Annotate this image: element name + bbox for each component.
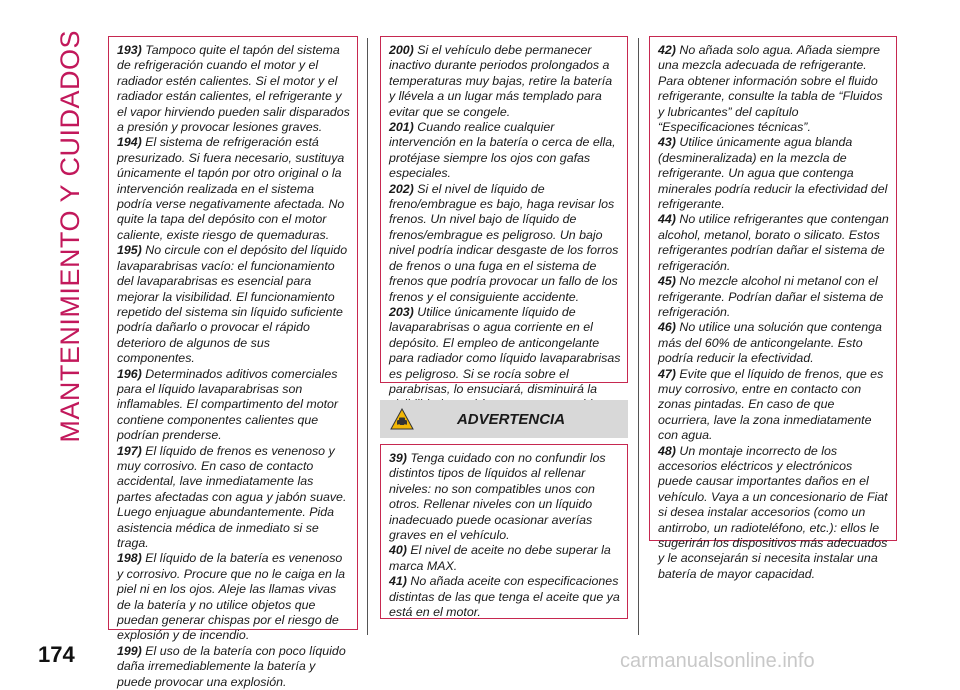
note-item [117,644,351,690]
note-number: 193) [117,43,142,57]
section-title: MANTENIMIENTO Y CUIDADOS [54,30,85,443]
note-text: No añada aceite con especificaciones distintas de las que tenga el aceite que ya está en el motor. [389,574,620,620]
note-item [389,305,621,413]
note-number: 47) [658,366,676,381]
note-text: Tampoco quite el tapón del sistema de refrigeración cuando el motor y el radiador estén calientes. Si el motor y el radiador están calientes, el refrigerante y el vapor hirviendo pueden salir disparados a presión y provocar lesiones graves. [117,43,350,135]
note-item [389,182,621,305]
note-text: Cuando realice cualquier intervención en la batería o cerca de ella, protéjase siempre los ojos con gafas especiales. [389,120,616,181]
note-text: No mezcle alcohol ni metanol con el refrigerante. Podrían dañar el sistema de refrigeración. [658,274,884,319]
note-number: 45) [658,274,676,289]
note-text: No utilice una solución que contenga más del 60% de anticongelante. Esto podría reducir la efectividad. [658,320,882,366]
note-text: Determinados aditivos comerciales para el líquido lavaparabrisas son inflamables. El compartimento del motor contiene componentes calientes que podrían prenderse. [117,366,339,443]
warning-banner [380,400,628,438]
note-number: 198) [117,551,142,566]
note-list [389,43,621,413]
column-divider [367,38,368,635]
note-number: 194) [117,135,142,150]
note-item [117,43,351,135]
warning-box-col2-bottom [380,444,628,619]
note-item [658,367,890,444]
note-item [389,543,621,574]
footer-watermark: carmanualsonline.info [620,650,815,672]
note-item [117,135,351,243]
note-list [117,43,351,690]
note-text: El líquido de la batería es venenoso y corrosivo. Procure que no le caiga en la piel ni en los ojos. Aleje las llamas vivas de la batería y no utilice objetos que puedan generar chispas por el riesgo de explosión y de incendio. [117,551,345,643]
note-item [658,274,890,320]
note-item [658,320,890,366]
warning-title: ADVERTENCIA [456,410,566,428]
note-item [117,551,351,643]
note-text: No circule con el depósito del líquido lavaparabrisas vacío: el funcionamiento del lavaparabrisas es esencial para mejorar la visibilidad. El funcionamiento repetido del sistema sin líquido suficiente podría dañarlo o provocar el rápido deterioro de algunos de sus componentes. [117,243,348,366]
note-number: 43) [658,135,676,150]
note-text: Si el nivel de líquido de freno/embrague es bajo, haga revisar los frenos. Un nivel bajo de líquido de frenos/embrague es peligroso. Un bajo nivel podría indicar desgaste de los forros de frenos o una fuga en el sistema de frenos que podría provocar un fallo de los frenos y el consiguiente accidente. [389,181,619,304]
note-text: El nivel de aceite no debe superar la marca MAX. [389,543,611,573]
note-number: 195) [117,243,142,258]
note-number: 46) [658,320,676,335]
note-text: Un montaje incorrecto de los accesorios eléctricos y electrónicos puede causar importantes daños en el vehículo. Vaya a un concesionario de Fiat si desea instalar accesorios (como un antirrobo, un radioteléfono, etc.): ellos le sugerirán los dispositivos más adecuados y le aconsejarán si necesita instalar una batería de mayor capacidad. [658,443,888,581]
note-number: 199) [117,643,142,658]
note-number: 196) [117,366,142,381]
note-text: El sistema de refrigeración está presurizado. Si fuera necesario, sustituya únicamente el tapón por otro original o la intervención realizada en el sistema podría verse negativamente afectada. No quite la tapa del depósito con el motor caliente, existe riesgo de quemaduras. [117,135,345,242]
note-list [658,43,890,582]
note-item [658,135,890,212]
note-number: 40) [389,543,407,558]
note-item [658,43,890,135]
note-text: Utilice únicamente líquido de lavaparabrisas o agua corriente en el depósito. El empleo de anticongelante para radiador como líquido lavaparabrisas es peligroso. Si se rocía sobre el parabrisas, lo ensuciará, disminuirá la [389,304,621,396]
note-item [117,367,351,444]
note-number: 42) [658,43,676,57]
column-divider [638,38,639,635]
note-number: 44) [658,212,676,227]
page-number: 174 [38,642,75,667]
note-list [389,451,621,620]
note-text: Tenga cuidado con no confundir los distintos tipos de líquidos al rellenar niveles: no son compatibles unos con otros. Rellenar niveles con un líquido inadecuado puede ocasionar averías graves en el vehículo. [389,451,606,543]
note-item [117,444,351,552]
note-item [389,451,621,543]
note-number: 41) [389,574,407,589]
note-text: No utilice refrigerantes que contengan alcohol, metanol, borato o silicato. Estos refrigerantes podrían dañar el sistema de refrigeración. [658,212,889,273]
note-number: 202) [389,181,414,196]
note-item [389,120,621,182]
note-text: Utilice únicamente agua blanda (desmineralizada) en la mezcla de refrigerante. Un agua que contenga minerales podría reducir la efectividad del refrigerante. [658,135,888,212]
note-number: 39) [389,451,407,465]
note-item [658,212,890,274]
note-text: El uso de la batería con poco líquido daña irremediablemente la batería y puede provocar una explosión. [117,643,346,689]
note-number: 203) [389,304,414,319]
note-item [658,444,890,583]
note-text: No añada solo agua. Añada siempre una mezcla adecuada de refrigerante. Para obtener información sobre el fluido refrigerante, consulte la tabla de “Fluidos y lubricantes” del capítulo “Especificaciones técnicas”. [658,43,883,135]
note-text: Evite que el líquido de frenos, que es muy corrosivo, entre en contacto con zonas pintadas. En caso de que ocurriera, lave la zona inmediatamente con agua. [658,366,884,443]
warning-box-col2-top [380,36,628,396]
note-number: 48) [658,443,676,458]
note-number: 197) [117,443,142,458]
warning-box-col3 [649,36,897,581]
note-number: 201) [389,120,414,135]
note-text: Si el vehículo debe permanecer inactivo durante periodos prolongados a temperaturas muy bajas, retire la batería y llévela a un lugar más templado para evitar que se congele. [389,43,613,119]
warning-car-icon [390,408,414,430]
note-number: 200) [389,43,414,57]
warning-box-col1 [108,36,358,689]
note-text: El líquido de frenos es venenoso y muy corrosivo. En caso de contacto accidental, lave inmediatamente las partes afectadas con agua y jabón suave. Luego enjuague abundantemente. Pida asistencia médica de inmediato si se traga. [117,443,347,550]
note-item [389,574,621,620]
note-item [117,243,351,366]
note-item [389,43,621,120]
